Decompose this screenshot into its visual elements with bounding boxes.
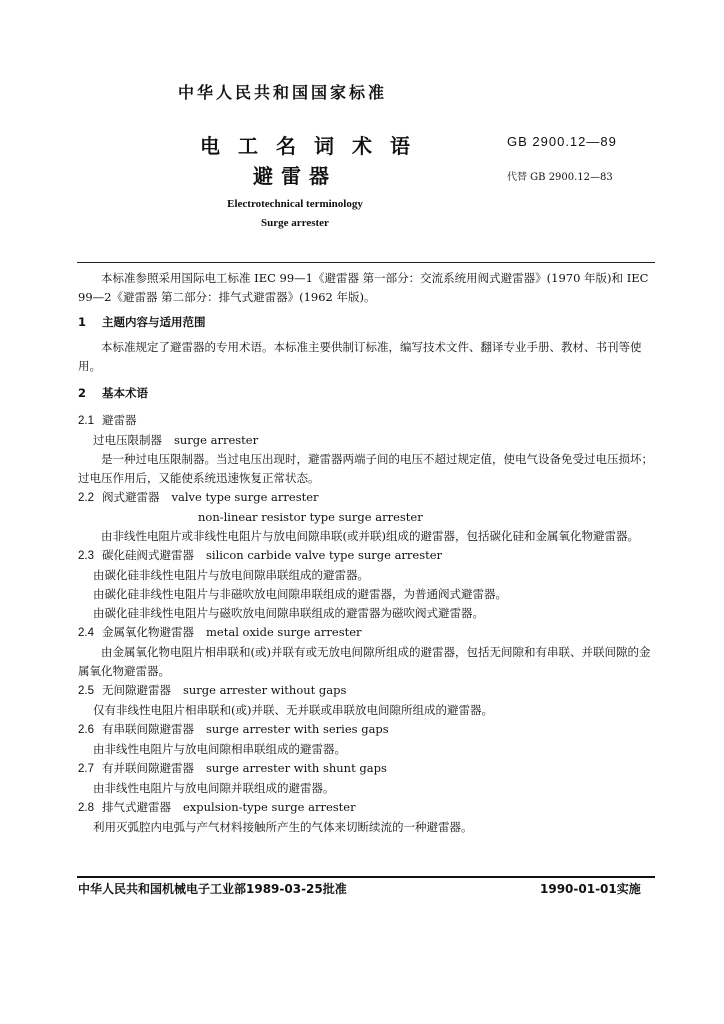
term-entry-heading bbox=[78, 488, 654, 508]
approval-line: 中华人民共和国机械电子工业部1989-03-25批准 bbox=[78, 882, 347, 896]
term-name: 有并联间隙避雷器 bbox=[102, 761, 194, 775]
term-name: 避雷器 bbox=[102, 413, 137, 427]
intro-paragraph: 本标准参照采用国际电工标准 IEC 99—1《避雷器 第一部分：交流系统用阀式避雷器》(1970 年版)和 IEC 99—2《避雷器 第二部分：排气式避雷器》(1962 年版)。 bbox=[78, 271, 649, 304]
term-number: 2.2 bbox=[78, 492, 94, 504]
terms-list bbox=[78, 411, 654, 837]
term-english-name: metal oxide surge arrester bbox=[206, 625, 362, 639]
term-english-name: valve type surge arrester bbox=[171, 490, 319, 504]
term-name: 阀式避雷器 bbox=[102, 490, 160, 504]
synonym-english-name: non-linear resistor type surge arrester bbox=[198, 510, 423, 524]
term-english-name: surge arrester with shunt gaps bbox=[206, 761, 387, 775]
section-paragraph: 本标准规定了避雷器的专用术语。本标准主要供制订标准，编写技术文件、翻译专业手册、教材、书刊等使用。 bbox=[78, 340, 642, 373]
term-number: 2.1 bbox=[78, 415, 94, 427]
standard-code: GB 2900.12—89 bbox=[507, 134, 617, 149]
term-name: 无间隙避雷器 bbox=[102, 683, 171, 697]
term-definition: 由非线性电阻片与放电间隙并联组成的避雷器。 bbox=[93, 781, 335, 795]
term-entry-heading bbox=[78, 798, 654, 818]
term-entry-heading bbox=[78, 623, 654, 643]
document-body bbox=[78, 269, 654, 837]
term-number: 2.3 bbox=[78, 550, 94, 562]
term-english-name: expulsion-type surge arrester bbox=[183, 800, 356, 814]
section-number: 2 bbox=[78, 386, 87, 400]
term-definition: 由碳化硅非线性电阻片与非磁吹放电间隙串联组成的避雷器，为普通阀式避雷器。 bbox=[93, 587, 507, 601]
term-definition: 由碳化硅非线性电阻片与磁吹放电间隙串联组成的避雷器为磁吹阀式避雷器。 bbox=[93, 606, 484, 620]
term-synonym bbox=[78, 508, 654, 527]
term-entry-heading bbox=[78, 411, 654, 431]
section-title: 主题内容与适用范围 bbox=[102, 315, 206, 329]
term-definition: 由碳化硅非线性电阻片与放电间隙串联组成的避雷器。 bbox=[93, 568, 369, 582]
term-name: 金属氧化物避雷器 bbox=[102, 625, 194, 639]
term-number: 2.5 bbox=[78, 685, 94, 697]
term-definition: 是一种过电压限制器。当过电压出现时，避雷器两端子间的电压不超过规定值，使电气设备免受过电压损坏；过电压作用后，又能使系统迅速恢复正常状态。 bbox=[78, 452, 653, 485]
term-english-name: surge arrester with series gaps bbox=[206, 722, 389, 736]
section-heading bbox=[78, 384, 654, 403]
document-title: 电工名词术语 bbox=[200, 134, 428, 158]
replaces-note: 代替 GB 2900.12—83 bbox=[507, 172, 613, 183]
document-subtitle: 避雷器 bbox=[253, 164, 337, 188]
term-number: 2.6 bbox=[78, 724, 94, 736]
footer-divider bbox=[77, 876, 655, 878]
term-synonym bbox=[78, 431, 654, 450]
english-subtitle: Surge arrester bbox=[261, 217, 329, 229]
english-title: Electrotechnical terminology bbox=[227, 198, 363, 210]
section-title: 基本术语 bbox=[102, 386, 148, 400]
header-divider bbox=[77, 262, 655, 263]
term-definition: 由非线性电阻片与放电间隙相串联组成的避雷器。 bbox=[93, 742, 346, 756]
term-number: 2.4 bbox=[78, 627, 94, 639]
term-definition: 利用灭弧腔内电弧与产气材料接触所产生的气体来切断续流的一种避雷器。 bbox=[93, 820, 473, 834]
term-number: 2.8 bbox=[78, 802, 94, 814]
term-english-name: silicon carbide valve type surge arrester bbox=[206, 548, 443, 562]
term-english-name: surge arrester without gaps bbox=[183, 683, 347, 697]
term-entry-heading bbox=[78, 681, 654, 701]
synonym-english-name: surge arrester bbox=[174, 433, 259, 447]
term-number: 2.7 bbox=[78, 763, 94, 775]
term-name: 有串联间隙避雷器 bbox=[102, 722, 194, 736]
national-standard-label: 中华人民共和国国家标准 bbox=[178, 83, 388, 102]
term-name: 排气式避雷器 bbox=[102, 800, 171, 814]
synonym-name: 过电压限制器 bbox=[93, 433, 162, 447]
implementation-date: 1990-01-01实施 bbox=[540, 882, 641, 896]
term-entry-heading bbox=[78, 759, 654, 779]
term-definition: 仅有非线性电阻片相串联和(或)并联、无并联或串联放电间隙所组成的避雷器。 bbox=[93, 703, 493, 717]
term-name: 碳化硅阀式避雷器 bbox=[102, 548, 194, 562]
term-definition: 由非线性电阻片或非线性电阻片与放电间隙串联(或并联)组成的避雷器，包括碳化硅和金属氧化物避雷器。 bbox=[101, 529, 639, 543]
term-entry-heading bbox=[78, 546, 654, 566]
section-heading bbox=[78, 313, 654, 332]
term-definition: 由金属氧化物电阻片相串联和(或)并联有或无放电间隙所组成的避雷器，包括无间隙和有串联、并联间隙的金属氧化物避雷器。 bbox=[78, 645, 651, 678]
section-number: 1 bbox=[78, 315, 87, 329]
term-entry-heading bbox=[78, 720, 654, 740]
